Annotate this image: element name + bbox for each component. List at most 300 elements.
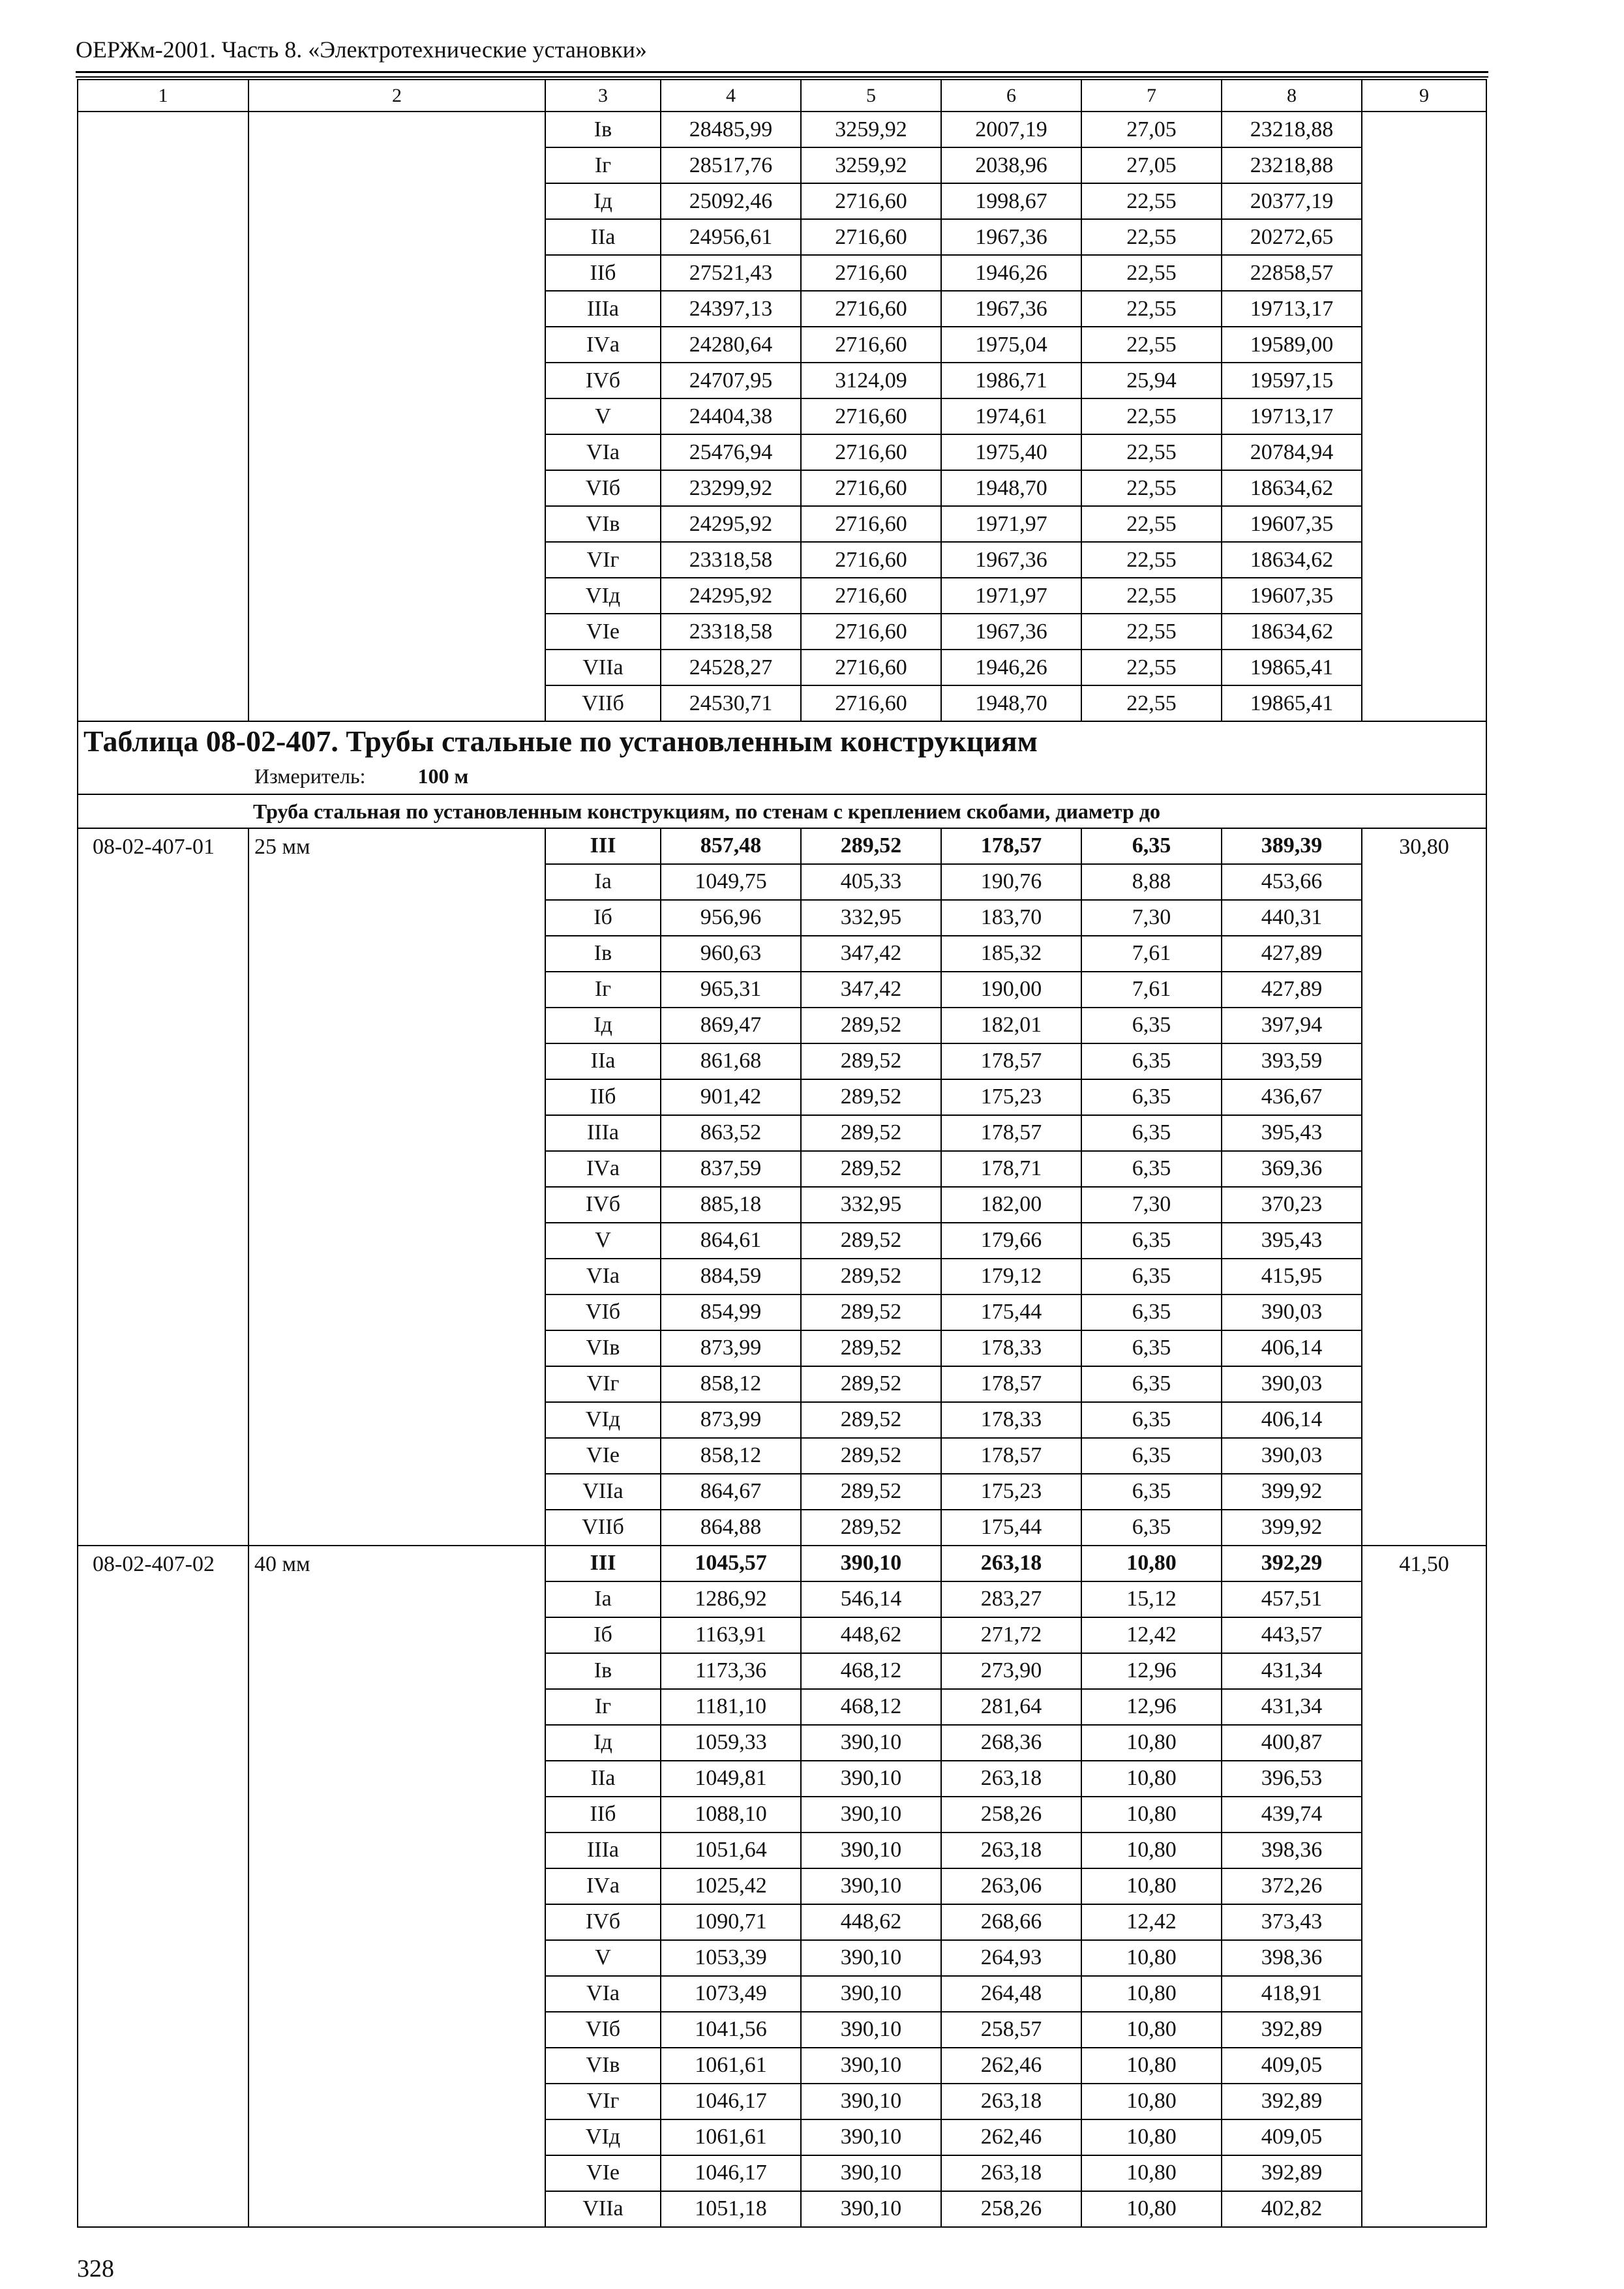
total-cost: 873,99 xyxy=(661,1402,801,1438)
total-cost: 23318,58 xyxy=(661,542,801,578)
wages: 390,10 xyxy=(801,2048,941,2084)
machine-cost: 1998,67 xyxy=(941,183,1081,219)
machine-cost: 182,01 xyxy=(941,1008,1081,1043)
wages: 2716,60 xyxy=(801,327,941,363)
machine-cost: 258,26 xyxy=(941,2191,1081,2227)
materials-cost: 390,03 xyxy=(1222,1438,1362,1474)
section-title-row xyxy=(78,721,1486,794)
total-cost: 25092,46 xyxy=(661,183,801,219)
region-code: VIв xyxy=(545,2048,661,2084)
total-cost: 864,67 xyxy=(661,1474,801,1510)
wages: 448,62 xyxy=(801,1617,941,1653)
header-rule xyxy=(76,71,1488,73)
driver-wages: 10,80 xyxy=(1081,2155,1222,2191)
wages: 448,62 xyxy=(801,1904,941,1940)
driver-wages: 6,35 xyxy=(1081,1043,1222,1079)
driver-wages: 8,88 xyxy=(1081,864,1222,900)
materials-cost: 19607,35 xyxy=(1222,578,1362,614)
total-cost: 24530,71 xyxy=(661,685,801,721)
machine-cost: 1967,36 xyxy=(941,542,1081,578)
driver-wages: 10,80 xyxy=(1081,1833,1222,1868)
driver-wages: 10,80 xyxy=(1081,1797,1222,1833)
wages: 289,52 xyxy=(801,1079,941,1115)
machine-cost: 190,76 xyxy=(941,864,1081,900)
driver-wages: 6,35 xyxy=(1081,1079,1222,1115)
machine-cost: 175,44 xyxy=(941,1294,1081,1330)
region-code: Iа xyxy=(545,1581,661,1617)
section-title-cell xyxy=(78,721,1486,794)
wages: 405,33 xyxy=(801,864,941,900)
region-code: VIIб xyxy=(545,685,661,721)
materials-cost: 393,59 xyxy=(1222,1043,1362,1079)
wages: 546,14 xyxy=(801,1581,941,1617)
driver-wages: 10,80 xyxy=(1081,2048,1222,2084)
total-cost: 24295,92 xyxy=(661,578,801,614)
machine-cost: 1967,36 xyxy=(941,614,1081,650)
wages: 3259,92 xyxy=(801,147,941,183)
machine-cost: 1946,26 xyxy=(941,255,1081,291)
driver-wages: 25,94 xyxy=(1081,363,1222,398)
driver-wages: 6,35 xyxy=(1081,1366,1222,1402)
wages: 289,52 xyxy=(801,1402,941,1438)
wages: 390,10 xyxy=(801,1976,941,2012)
wages: 390,10 xyxy=(801,2119,941,2155)
wages: 2716,60 xyxy=(801,685,941,721)
machine-cost: 178,71 xyxy=(941,1151,1081,1187)
wages: 2716,60 xyxy=(801,219,941,255)
materials-cost: 22858,57 xyxy=(1222,255,1362,291)
wages: 390,10 xyxy=(801,1761,941,1797)
machine-cost: 263,18 xyxy=(941,1546,1081,1581)
driver-wages: 22,55 xyxy=(1081,470,1222,506)
driver-wages: 6,35 xyxy=(1081,1510,1222,1546)
total-cost: 25476,94 xyxy=(661,434,801,470)
machine-cost: 179,66 xyxy=(941,1223,1081,1259)
driver-wages: 27,05 xyxy=(1081,112,1222,147)
total-cost: 24707,95 xyxy=(661,363,801,398)
driver-wages: 22,55 xyxy=(1081,578,1222,614)
column-number: 6 xyxy=(941,80,1081,112)
materials-cost: 397,94 xyxy=(1222,1008,1362,1043)
region-code: IIа xyxy=(545,1043,661,1079)
materials-cost: 390,03 xyxy=(1222,1366,1362,1402)
wages: 289,52 xyxy=(801,1438,941,1474)
machine-cost: 190,00 xyxy=(941,972,1081,1008)
region-code: V xyxy=(545,1223,661,1259)
machine-cost: 1948,70 xyxy=(941,470,1081,506)
materials-cost: 20272,65 xyxy=(1222,219,1362,255)
column-number: 4 xyxy=(661,80,801,112)
wages: 2716,60 xyxy=(801,614,941,650)
driver-wages: 10,80 xyxy=(1081,1940,1222,1976)
driver-wages: 22,55 xyxy=(1081,219,1222,255)
machine-cost: 185,32 xyxy=(941,936,1081,972)
total-cost: 1051,64 xyxy=(661,1833,801,1868)
region-code: Iв xyxy=(545,112,661,147)
wages: 289,52 xyxy=(801,1259,941,1294)
machine-cost: 175,23 xyxy=(941,1474,1081,1510)
machine-cost: 175,23 xyxy=(941,1079,1081,1115)
materials-cost: 399,92 xyxy=(1222,1510,1362,1546)
materials-cost: 19865,41 xyxy=(1222,650,1362,685)
region-code: VIб xyxy=(545,1294,661,1330)
total-cost: 1181,10 xyxy=(661,1689,801,1725)
materials-cost: 19713,17 xyxy=(1222,291,1362,327)
materials-cost: 406,14 xyxy=(1222,1402,1362,1438)
region-code: Iд xyxy=(545,183,661,219)
machine-cost: 179,12 xyxy=(941,1259,1081,1294)
region-code: VIе xyxy=(545,1438,661,1474)
table-row xyxy=(78,112,1486,147)
region-code: VIд xyxy=(545,2119,661,2155)
machine-cost: 268,66 xyxy=(941,1904,1081,1940)
machine-cost: 178,33 xyxy=(941,1330,1081,1366)
total-cost: 960,63 xyxy=(661,936,801,972)
region-code: VIд xyxy=(545,1402,661,1438)
machine-cost: 2038,96 xyxy=(941,147,1081,183)
materials-cost: 23218,88 xyxy=(1222,112,1362,147)
materials-cost: 395,43 xyxy=(1222,1115,1362,1151)
region-code: IIб xyxy=(545,255,661,291)
total-cost: 24397,13 xyxy=(661,291,801,327)
rates-table-body xyxy=(78,80,1486,2227)
wages: 2716,60 xyxy=(801,650,941,685)
diameter-cell xyxy=(248,112,545,721)
machine-cost: 178,57 xyxy=(941,828,1081,864)
total-cost: 884,59 xyxy=(661,1259,801,1294)
materials-cost: 402,82 xyxy=(1222,2191,1362,2227)
total-cost: 873,99 xyxy=(661,1330,801,1366)
total-cost: 1053,39 xyxy=(661,1940,801,1976)
total-cost: 1163,91 xyxy=(661,1617,801,1653)
wages: 347,42 xyxy=(801,972,941,1008)
machine-cost: 1967,36 xyxy=(941,291,1081,327)
wages: 390,10 xyxy=(801,1546,941,1581)
total-cost: 1045,57 xyxy=(661,1546,801,1581)
materials-cost: 453,66 xyxy=(1222,864,1362,900)
machine-cost: 264,93 xyxy=(941,1940,1081,1976)
wages: 289,52 xyxy=(801,1008,941,1043)
driver-wages: 7,30 xyxy=(1081,900,1222,936)
materials-cost: 415,95 xyxy=(1222,1259,1362,1294)
total-cost: 1061,61 xyxy=(661,2119,801,2155)
column-number-row xyxy=(78,80,1486,112)
total-cost: 1041,56 xyxy=(661,2012,801,2048)
machine-cost: 258,26 xyxy=(941,1797,1081,1833)
driver-wages: 22,55 xyxy=(1081,542,1222,578)
region-code: V xyxy=(545,398,661,434)
machine-cost: 183,70 xyxy=(941,900,1081,936)
total-cost: 1059,33 xyxy=(661,1725,801,1761)
region-code: III xyxy=(545,1546,661,1581)
driver-wages: 6,35 xyxy=(1081,1223,1222,1259)
wages: 347,42 xyxy=(801,936,941,972)
driver-wages: 27,05 xyxy=(1081,147,1222,183)
region-code: V xyxy=(545,1940,661,1976)
total-cost: 28517,76 xyxy=(661,147,801,183)
column-number: 5 xyxy=(801,80,941,112)
wages: 2716,60 xyxy=(801,183,941,219)
materials-cost: 20784,94 xyxy=(1222,434,1362,470)
materials-cost: 406,14 xyxy=(1222,1330,1362,1366)
region-code: VIг xyxy=(545,542,661,578)
column-number: 7 xyxy=(1081,80,1222,112)
machine-cost: 1948,70 xyxy=(941,685,1081,721)
materials-weight: 30,80 xyxy=(1362,828,1486,1546)
materials-cost: 23218,88 xyxy=(1222,147,1362,183)
driver-wages: 10,80 xyxy=(1081,2084,1222,2119)
region-code: VIа xyxy=(545,434,661,470)
materials-cost: 390,03 xyxy=(1222,1294,1362,1330)
materials-cost: 427,89 xyxy=(1222,936,1362,972)
rate-code: 08-02-407-02 xyxy=(78,1546,248,2227)
driver-wages: 12,96 xyxy=(1081,1689,1222,1725)
machine-cost: 263,18 xyxy=(941,1761,1081,1797)
total-cost: 1046,17 xyxy=(661,2155,801,2191)
region-code: VIе xyxy=(545,614,661,650)
materials-cost: 19713,17 xyxy=(1222,398,1362,434)
machine-cost: 273,90 xyxy=(941,1653,1081,1689)
total-cost: 28485,99 xyxy=(661,112,801,147)
driver-wages: 6,35 xyxy=(1081,1151,1222,1187)
wages: 289,52 xyxy=(801,828,941,864)
total-cost: 1088,10 xyxy=(661,1797,801,1833)
total-cost: 1051,18 xyxy=(661,2191,801,2227)
region-code: VIг xyxy=(545,1366,661,1402)
machine-cost: 175,44 xyxy=(941,1510,1081,1546)
wages: 468,12 xyxy=(801,1689,941,1725)
total-cost: 863,52 xyxy=(661,1115,801,1151)
subheading: Труба стальная по установленным конструкциям, по стенам с креплением скобами, диаметр до xyxy=(78,794,1486,828)
machine-cost: 178,57 xyxy=(941,1115,1081,1151)
region-code: VIIа xyxy=(545,2191,661,2227)
total-cost: 901,42 xyxy=(661,1079,801,1115)
materials-cost: 443,57 xyxy=(1222,1617,1362,1653)
materials-cost: 18634,62 xyxy=(1222,614,1362,650)
wages: 289,52 xyxy=(801,1510,941,1546)
materials-cost: 369,36 xyxy=(1222,1151,1362,1187)
materials-cost: 396,53 xyxy=(1222,1761,1362,1797)
machine-cost: 268,36 xyxy=(941,1725,1081,1761)
materials-cost: 395,43 xyxy=(1222,1223,1362,1259)
region-code: VIг xyxy=(545,2084,661,2119)
total-cost: 27521,43 xyxy=(661,255,801,291)
materials-cost: 19589,00 xyxy=(1222,327,1362,363)
machine-cost: 1986,71 xyxy=(941,363,1081,398)
meter-line xyxy=(83,764,1486,788)
total-cost: 864,61 xyxy=(661,1223,801,1259)
wages: 390,10 xyxy=(801,1797,941,1833)
driver-wages: 22,55 xyxy=(1081,327,1222,363)
wages: 289,52 xyxy=(801,1223,941,1259)
region-code: IIб xyxy=(545,1797,661,1833)
region-code: Iд xyxy=(545,1008,661,1043)
region-code: IVа xyxy=(545,1151,661,1187)
total-cost: 858,12 xyxy=(661,1366,801,1402)
driver-wages: 6,35 xyxy=(1081,1115,1222,1151)
region-code: VIе xyxy=(545,2155,661,2191)
diameter: 40 мм xyxy=(248,1546,545,2227)
driver-wages: 6,35 xyxy=(1081,1330,1222,1366)
column-number: 1 xyxy=(78,80,248,112)
region-code: VIв xyxy=(545,506,661,542)
table-row xyxy=(78,1546,1486,1581)
machine-cost: 2007,19 xyxy=(941,112,1081,147)
total-cost: 24956,61 xyxy=(661,219,801,255)
wages: 289,52 xyxy=(801,1474,941,1510)
driver-wages: 6,35 xyxy=(1081,1402,1222,1438)
total-cost: 24295,92 xyxy=(661,506,801,542)
region-code: IVб xyxy=(545,1904,661,1940)
region-code: VIIа xyxy=(545,650,661,685)
running-header: ОЕРЖм-2001. Часть 8. «Электротехнические установки» xyxy=(76,37,647,63)
driver-wages: 10,80 xyxy=(1081,1976,1222,2012)
region-code: IIа xyxy=(545,219,661,255)
wages: 289,52 xyxy=(801,1330,941,1366)
region-code: Iг xyxy=(545,1689,661,1725)
driver-wages: 12,42 xyxy=(1081,1617,1222,1653)
materials-weight: 41,50 xyxy=(1362,1546,1486,2227)
region-code: IVа xyxy=(545,327,661,363)
total-cost: 1090,71 xyxy=(661,1904,801,1940)
materials-cost: 18634,62 xyxy=(1222,542,1362,578)
region-code: VIб xyxy=(545,470,661,506)
region-code: Iб xyxy=(545,1617,661,1653)
wages: 289,52 xyxy=(801,1366,941,1402)
materials-cost: 372,26 xyxy=(1222,1868,1362,1904)
materials-cost: 19865,41 xyxy=(1222,685,1362,721)
materials-cost: 398,36 xyxy=(1222,1940,1362,1976)
region-code: Iа xyxy=(545,864,661,900)
wages: 2716,60 xyxy=(801,398,941,434)
driver-wages: 22,55 xyxy=(1081,291,1222,327)
extra-cell xyxy=(1362,112,1486,721)
machine-cost: 178,57 xyxy=(941,1366,1081,1402)
driver-wages: 10,80 xyxy=(1081,1868,1222,1904)
wages: 2716,60 xyxy=(801,506,941,542)
total-cost: 1049,75 xyxy=(661,864,801,900)
driver-wages: 22,55 xyxy=(1081,685,1222,721)
materials-cost: 399,92 xyxy=(1222,1474,1362,1510)
wages: 2716,60 xyxy=(801,542,941,578)
column-number: 3 xyxy=(545,80,661,112)
table-title: Таблица 08-02-407. Трубы стальные по установленным конструкциям xyxy=(83,725,1038,758)
machine-cost: 263,18 xyxy=(941,1833,1081,1868)
machine-cost: 178,33 xyxy=(941,1402,1081,1438)
total-cost: 1025,42 xyxy=(661,1868,801,1904)
materials-cost: 418,91 xyxy=(1222,1976,1362,2012)
region-code: IIIа xyxy=(545,1115,661,1151)
region-code: VIа xyxy=(545,1976,661,2012)
materials-cost: 436,67 xyxy=(1222,1079,1362,1115)
region-code: Iг xyxy=(545,972,661,1008)
machine-cost: 1967,36 xyxy=(941,219,1081,255)
wages: 390,10 xyxy=(801,1940,941,1976)
wages: 289,52 xyxy=(801,1294,941,1330)
total-cost: 1073,49 xyxy=(661,1976,801,2012)
total-cost: 1173,36 xyxy=(661,1653,801,1689)
materials-cost: 440,31 xyxy=(1222,900,1362,936)
total-cost: 24528,27 xyxy=(661,650,801,685)
driver-wages: 10,80 xyxy=(1081,1761,1222,1797)
wages: 289,52 xyxy=(801,1043,941,1079)
code-cell xyxy=(78,112,248,721)
machine-cost: 264,48 xyxy=(941,1976,1081,2012)
driver-wages: 22,55 xyxy=(1081,506,1222,542)
diameter: 25 мм xyxy=(248,828,545,1546)
driver-wages: 6,35 xyxy=(1081,1294,1222,1330)
materials-cost: 431,34 xyxy=(1222,1653,1362,1689)
total-cost: 869,47 xyxy=(661,1008,801,1043)
materials-cost: 373,43 xyxy=(1222,1904,1362,1940)
driver-wages: 12,42 xyxy=(1081,1904,1222,1940)
region-code: IVа xyxy=(545,1868,661,1904)
total-cost: 857,48 xyxy=(661,828,801,864)
driver-wages: 22,55 xyxy=(1081,434,1222,470)
materials-cost: 400,87 xyxy=(1222,1725,1362,1761)
materials-cost: 392,89 xyxy=(1222,2084,1362,2119)
driver-wages: 10,80 xyxy=(1081,2191,1222,2227)
wages: 390,10 xyxy=(801,1868,941,1904)
total-cost: 861,68 xyxy=(661,1043,801,1079)
driver-wages: 10,80 xyxy=(1081,1725,1222,1761)
driver-wages: 12,96 xyxy=(1081,1653,1222,1689)
driver-wages: 6,35 xyxy=(1081,1474,1222,1510)
materials-cost: 457,51 xyxy=(1222,1581,1362,1617)
wages: 2716,60 xyxy=(801,470,941,506)
total-cost: 24404,38 xyxy=(661,398,801,434)
machine-cost: 1974,61 xyxy=(941,398,1081,434)
machine-cost: 283,27 xyxy=(941,1581,1081,1617)
machine-cost: 1975,40 xyxy=(941,434,1081,470)
meter-unit: 100 м xyxy=(417,764,469,788)
rate-code: 08-02-407-01 xyxy=(78,828,248,1546)
materials-cost: 19607,35 xyxy=(1222,506,1362,542)
rates-table xyxy=(77,79,1487,2228)
meter-label: Измеритель: xyxy=(254,764,366,788)
page-number: 328 xyxy=(77,2255,114,2282)
region-code: III xyxy=(545,828,661,864)
machine-cost: 271,72 xyxy=(941,1617,1081,1653)
driver-wages: 7,30 xyxy=(1081,1187,1222,1223)
materials-cost: 427,89 xyxy=(1222,972,1362,1008)
driver-wages: 6,35 xyxy=(1081,828,1222,864)
total-cost: 854,99 xyxy=(661,1294,801,1330)
wages: 289,52 xyxy=(801,1151,941,1187)
wages: 289,52 xyxy=(801,1115,941,1151)
total-cost: 24280,64 xyxy=(661,327,801,363)
region-code: VIд xyxy=(545,578,661,614)
machine-cost: 263,18 xyxy=(941,2084,1081,2119)
column-number: 9 xyxy=(1362,80,1486,112)
machine-cost: 262,46 xyxy=(941,2048,1081,2084)
region-code: Iв xyxy=(545,1653,661,1689)
driver-wages: 22,55 xyxy=(1081,614,1222,650)
machine-cost: 1975,04 xyxy=(941,327,1081,363)
wages: 332,95 xyxy=(801,900,941,936)
region-code: IVб xyxy=(545,363,661,398)
subheading-row xyxy=(78,794,1486,828)
total-cost: 864,88 xyxy=(661,1510,801,1546)
column-number: 2 xyxy=(248,80,545,112)
machine-cost: 1946,26 xyxy=(941,650,1081,685)
driver-wages: 6,35 xyxy=(1081,1438,1222,1474)
total-cost: 23318,58 xyxy=(661,614,801,650)
materials-cost: 392,89 xyxy=(1222,2012,1362,2048)
materials-cost: 389,39 xyxy=(1222,828,1362,864)
materials-cost: 392,29 xyxy=(1222,1546,1362,1581)
driver-wages: 10,80 xyxy=(1081,2012,1222,2048)
